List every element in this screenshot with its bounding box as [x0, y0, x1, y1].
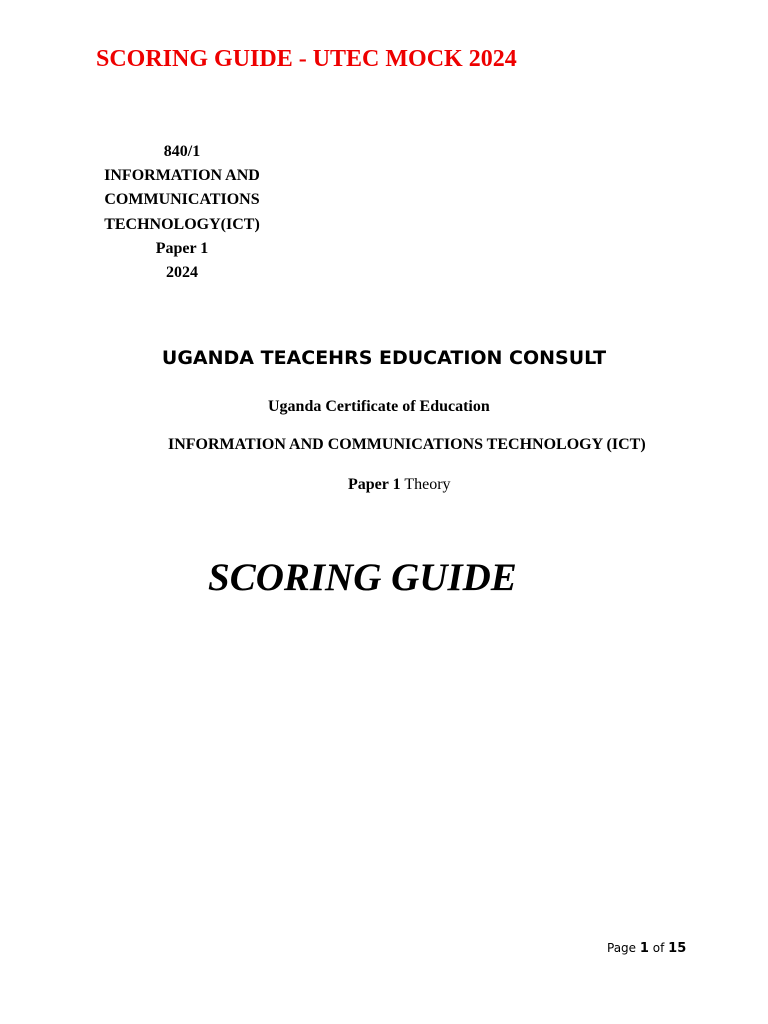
total-pages-number: 15: [668, 941, 687, 956]
paper-code-block: [82, 140, 282, 285]
certificate-name: Uganda Certificate of Education: [268, 398, 490, 415]
paper-label: Paper 1: [348, 476, 401, 493]
of-word: of: [652, 941, 665, 955]
subject-line-3: TECHNOLOGY(ICT): [104, 215, 260, 233]
paper-code: 840/1: [163, 143, 201, 160]
subject-name: INFORMATION AND COMMUNICATIONS TECHNOLOGY (ICT): [168, 436, 646, 453]
subject-line-2: COMMUNICATIONS: [104, 191, 260, 209]
organization-name: UGANDA TEACEHRS EDUCATION CONSULT: [161, 347, 607, 369]
document-header-title: SCORING GUIDE - UTEC MOCK 2024: [96, 46, 517, 72]
paper-line: [348, 476, 451, 494]
main-title: SCORING GUIDE: [208, 556, 517, 599]
page-footer: [607, 941, 686, 956]
paper-number: Paper 1: [155, 239, 209, 257]
paper-type: Theory: [404, 476, 451, 493]
paper-year: 2024: [166, 264, 198, 282]
subject-line-1: INFORMATION AND: [104, 167, 260, 185]
page-word: Page: [607, 941, 637, 955]
current-page-number: 1: [639, 941, 649, 956]
